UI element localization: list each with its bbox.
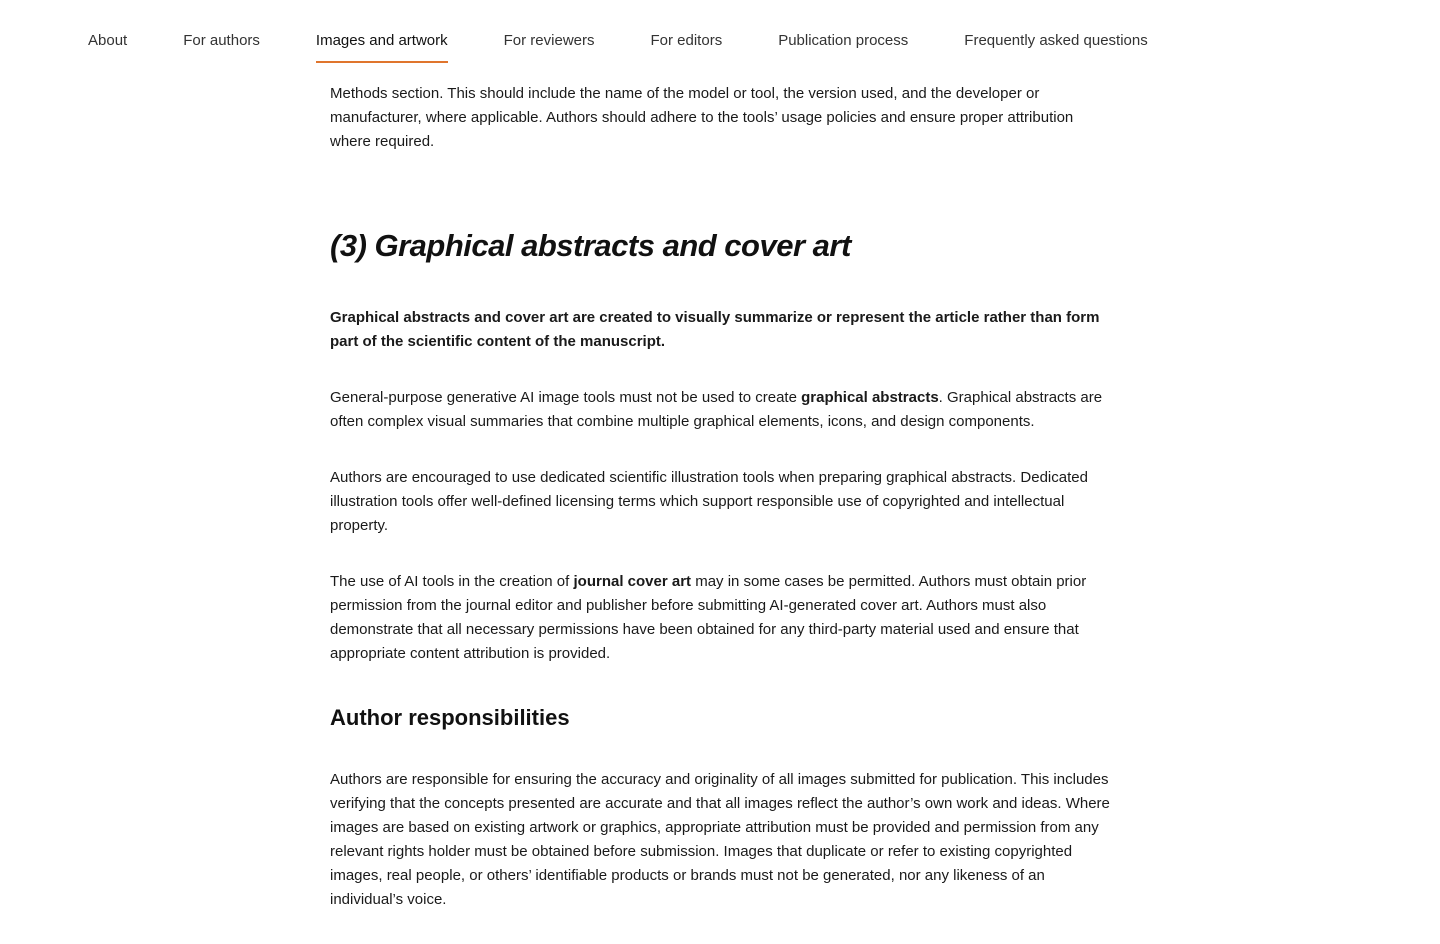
text-segment: may in some cases be permitted. Authors must obtain prior permission from the journal editor and publisher before submitting AI-generated cover art. Authors must also demonstrate that all necessary permissions have been obtained for any third-party material used and ensure that appropriate content attribution is provided.	[330, 573, 1087, 662]
section-title: (3) Graphical abstracts and cover art	[330, 228, 851, 263]
lead-paragraph: Graphical abstracts and cover art are created to visually summarize or represent the article rather than form part of the scientific content of the manuscript.	[330, 309, 1100, 350]
intro-paragraph: Methods section. This should include the name of the model or tool, the version used, and the developer or manufacturer, where applicable. Authors should adhere to the tools’ usage policies and ensure proper attribution where required.	[330, 85, 1074, 150]
nav-item-faq[interactable]: Frequently asked questions	[964, 32, 1148, 49]
nav-list	[88, 30, 1204, 63]
article-content	[330, 82, 1110, 944]
nav-item-for-reviewers[interactable]: For reviewers	[503, 32, 595, 49]
top-navigation	[0, 0, 1440, 64]
text-segment: General-purpose generative AI image tools must not be used to create	[330, 389, 802, 406]
author-responsibilities-paragraph: Authors are responsible for ensuring the accuracy and originality of all images submitted for publication. This includes verifying that the concepts presented are accurate and that all images reflect the author’s own work and ideas. Where images are based on existing artwork or graphics, appropriate attribution must be provided and permission from any relevant rights holder must be obtained before submission. Images that duplicate or refer to existing copyrighted images, real people, or others’ identifiable products or brands must not be generated, nor any likeness of an individual’s voice.	[330, 771, 1110, 908]
illustration-tools-paragraph: Authors are encouraged to use dedicated scientific illustration tools when preparing graphical abstracts. Dedicated illustration tools offer well-defined licensing terms which support responsible use of copyrighted and intellectual property.	[330, 469, 1088, 534]
cover-art-paragraph	[330, 570, 1110, 666]
nav-item-for-authors[interactable]: For authors	[183, 32, 260, 49]
text-segment: The use of AI tools in the creation of	[330, 573, 574, 590]
author-responsibilities-heading: Author responsibilities	[330, 705, 570, 730]
emphasis-graphical-abstracts: graphical abstracts	[801, 389, 939, 406]
text-segment: . Graphical abstracts are often complex visual summaries that combine multiple graphical elements, icons, and design components.	[330, 389, 1103, 430]
nav-item-images-and-artwork[interactable]: Images and artwork	[316, 30, 448, 63]
emphasis-journal-cover-art: journal cover art	[573, 573, 692, 590]
nav-item-about[interactable]: About	[88, 32, 128, 49]
graphical-abstracts-paragraph	[330, 386, 1110, 434]
nav-item-publication-process[interactable]: Publication process	[778, 32, 909, 49]
nav-item-for-editors[interactable]: For editors	[650, 32, 723, 49]
